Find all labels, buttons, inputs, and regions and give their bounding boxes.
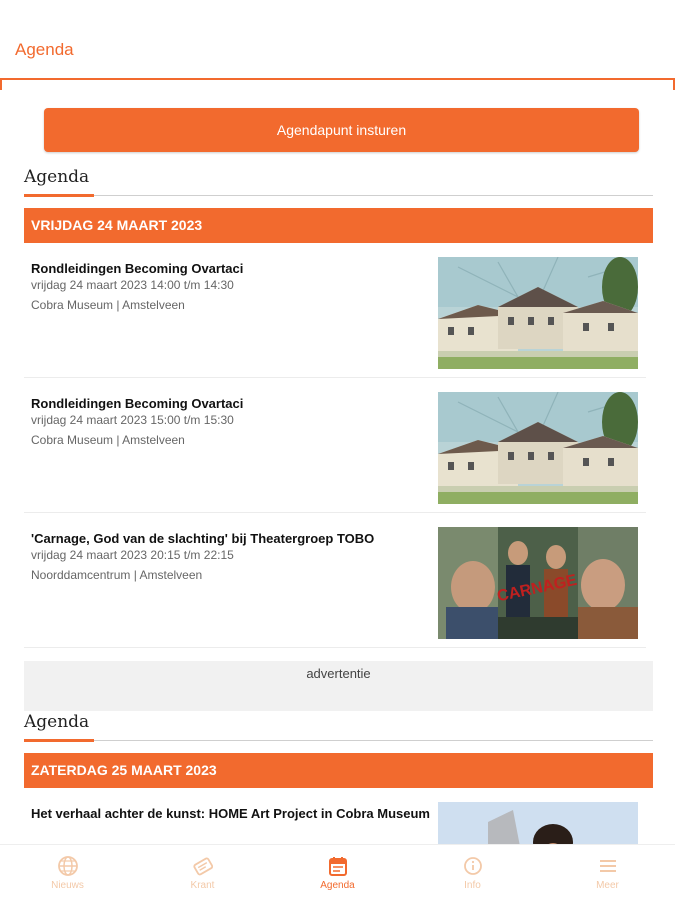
date-header: ZATERDAG 25 MAART 2023 <box>24 753 653 788</box>
nav-label: Krant <box>190 880 215 891</box>
agenda-item-location: Cobra Museum | Amstelveen <box>31 433 185 447</box>
newspaper-icon <box>192 855 214 877</box>
agenda-item-thumbnail <box>438 802 638 844</box>
agenda-item[interactable] <box>24 513 646 648</box>
info-icon <box>462 855 484 877</box>
agenda-item-thumbnail <box>438 257 638 369</box>
nav-item-agenda[interactable] <box>270 845 405 900</box>
page-title: Agenda <box>15 40 74 59</box>
agenda-item[interactable] <box>24 378 646 513</box>
top-app-bar <box>0 0 675 80</box>
advertisement-label: advertentie <box>306 666 371 681</box>
section-heading <box>24 166 653 196</box>
nav-label: Agenda <box>320 880 355 891</box>
agenda-item-title: Rondleidingen Becoming Ovartaci <box>31 396 244 411</box>
agenda-item-datetime: vrijdag 24 maart 2023 20:15 t/m 22:15 <box>31 548 234 562</box>
globe-icon <box>57 855 79 877</box>
agenda-item-datetime: vrijdag 24 maart 2023 15:00 t/m 15:30 <box>31 413 234 427</box>
nav-item-meer[interactable] <box>540 845 675 900</box>
section-heading-underline <box>24 194 94 197</box>
agenda-item-thumbnail <box>438 527 638 639</box>
bottom-navigation <box>0 844 675 900</box>
nav-item-info[interactable] <box>405 845 540 900</box>
agenda-scroll-content[interactable] <box>0 82 675 844</box>
section-heading-underline <box>24 739 94 742</box>
section-heading <box>24 711 653 741</box>
nav-item-krant[interactable] <box>135 845 270 900</box>
nav-label: Nieuws <box>51 880 84 891</box>
agenda-item[interactable] <box>24 788 646 844</box>
nav-label: Info <box>464 880 481 891</box>
section-heading-label: Agenda <box>24 167 90 187</box>
menu-icon <box>597 855 619 877</box>
agenda-item-title: Rondleidingen Becoming Ovartaci <box>31 261 244 276</box>
agenda-item-location: Noorddamcentrum | Amstelveen <box>31 568 203 582</box>
agenda-item-title: Het verhaal achter de kunst: HOME Art Project in Cobra Museum <box>31 806 430 821</box>
calendar-icon <box>327 855 349 877</box>
date-header: VRIJDAG 24 MAART 2023 <box>24 208 653 243</box>
nav-label: Meer <box>596 880 619 891</box>
agenda-item-title: 'Carnage, God van de slachting' bij Theatergroep TOBO <box>31 531 375 546</box>
agenda-item-thumbnail <box>438 392 638 504</box>
submit-agenda-item-button[interactable]: Agendapunt insturen <box>44 108 639 152</box>
advertisement-banner[interactable] <box>24 661 653 711</box>
section-heading-label: Agenda <box>24 712 90 732</box>
agenda-item[interactable] <box>24 243 646 378</box>
agenda-item-datetime: vrijdag 24 maart 2023 14:00 t/m 14:30 <box>31 278 234 292</box>
nav-item-nieuws[interactable] <box>0 845 135 900</box>
svg-text:CARNAGE: CARNAGE <box>495 571 579 606</box>
agenda-item-location: Cobra Museum | Amstelveen <box>31 298 185 312</box>
